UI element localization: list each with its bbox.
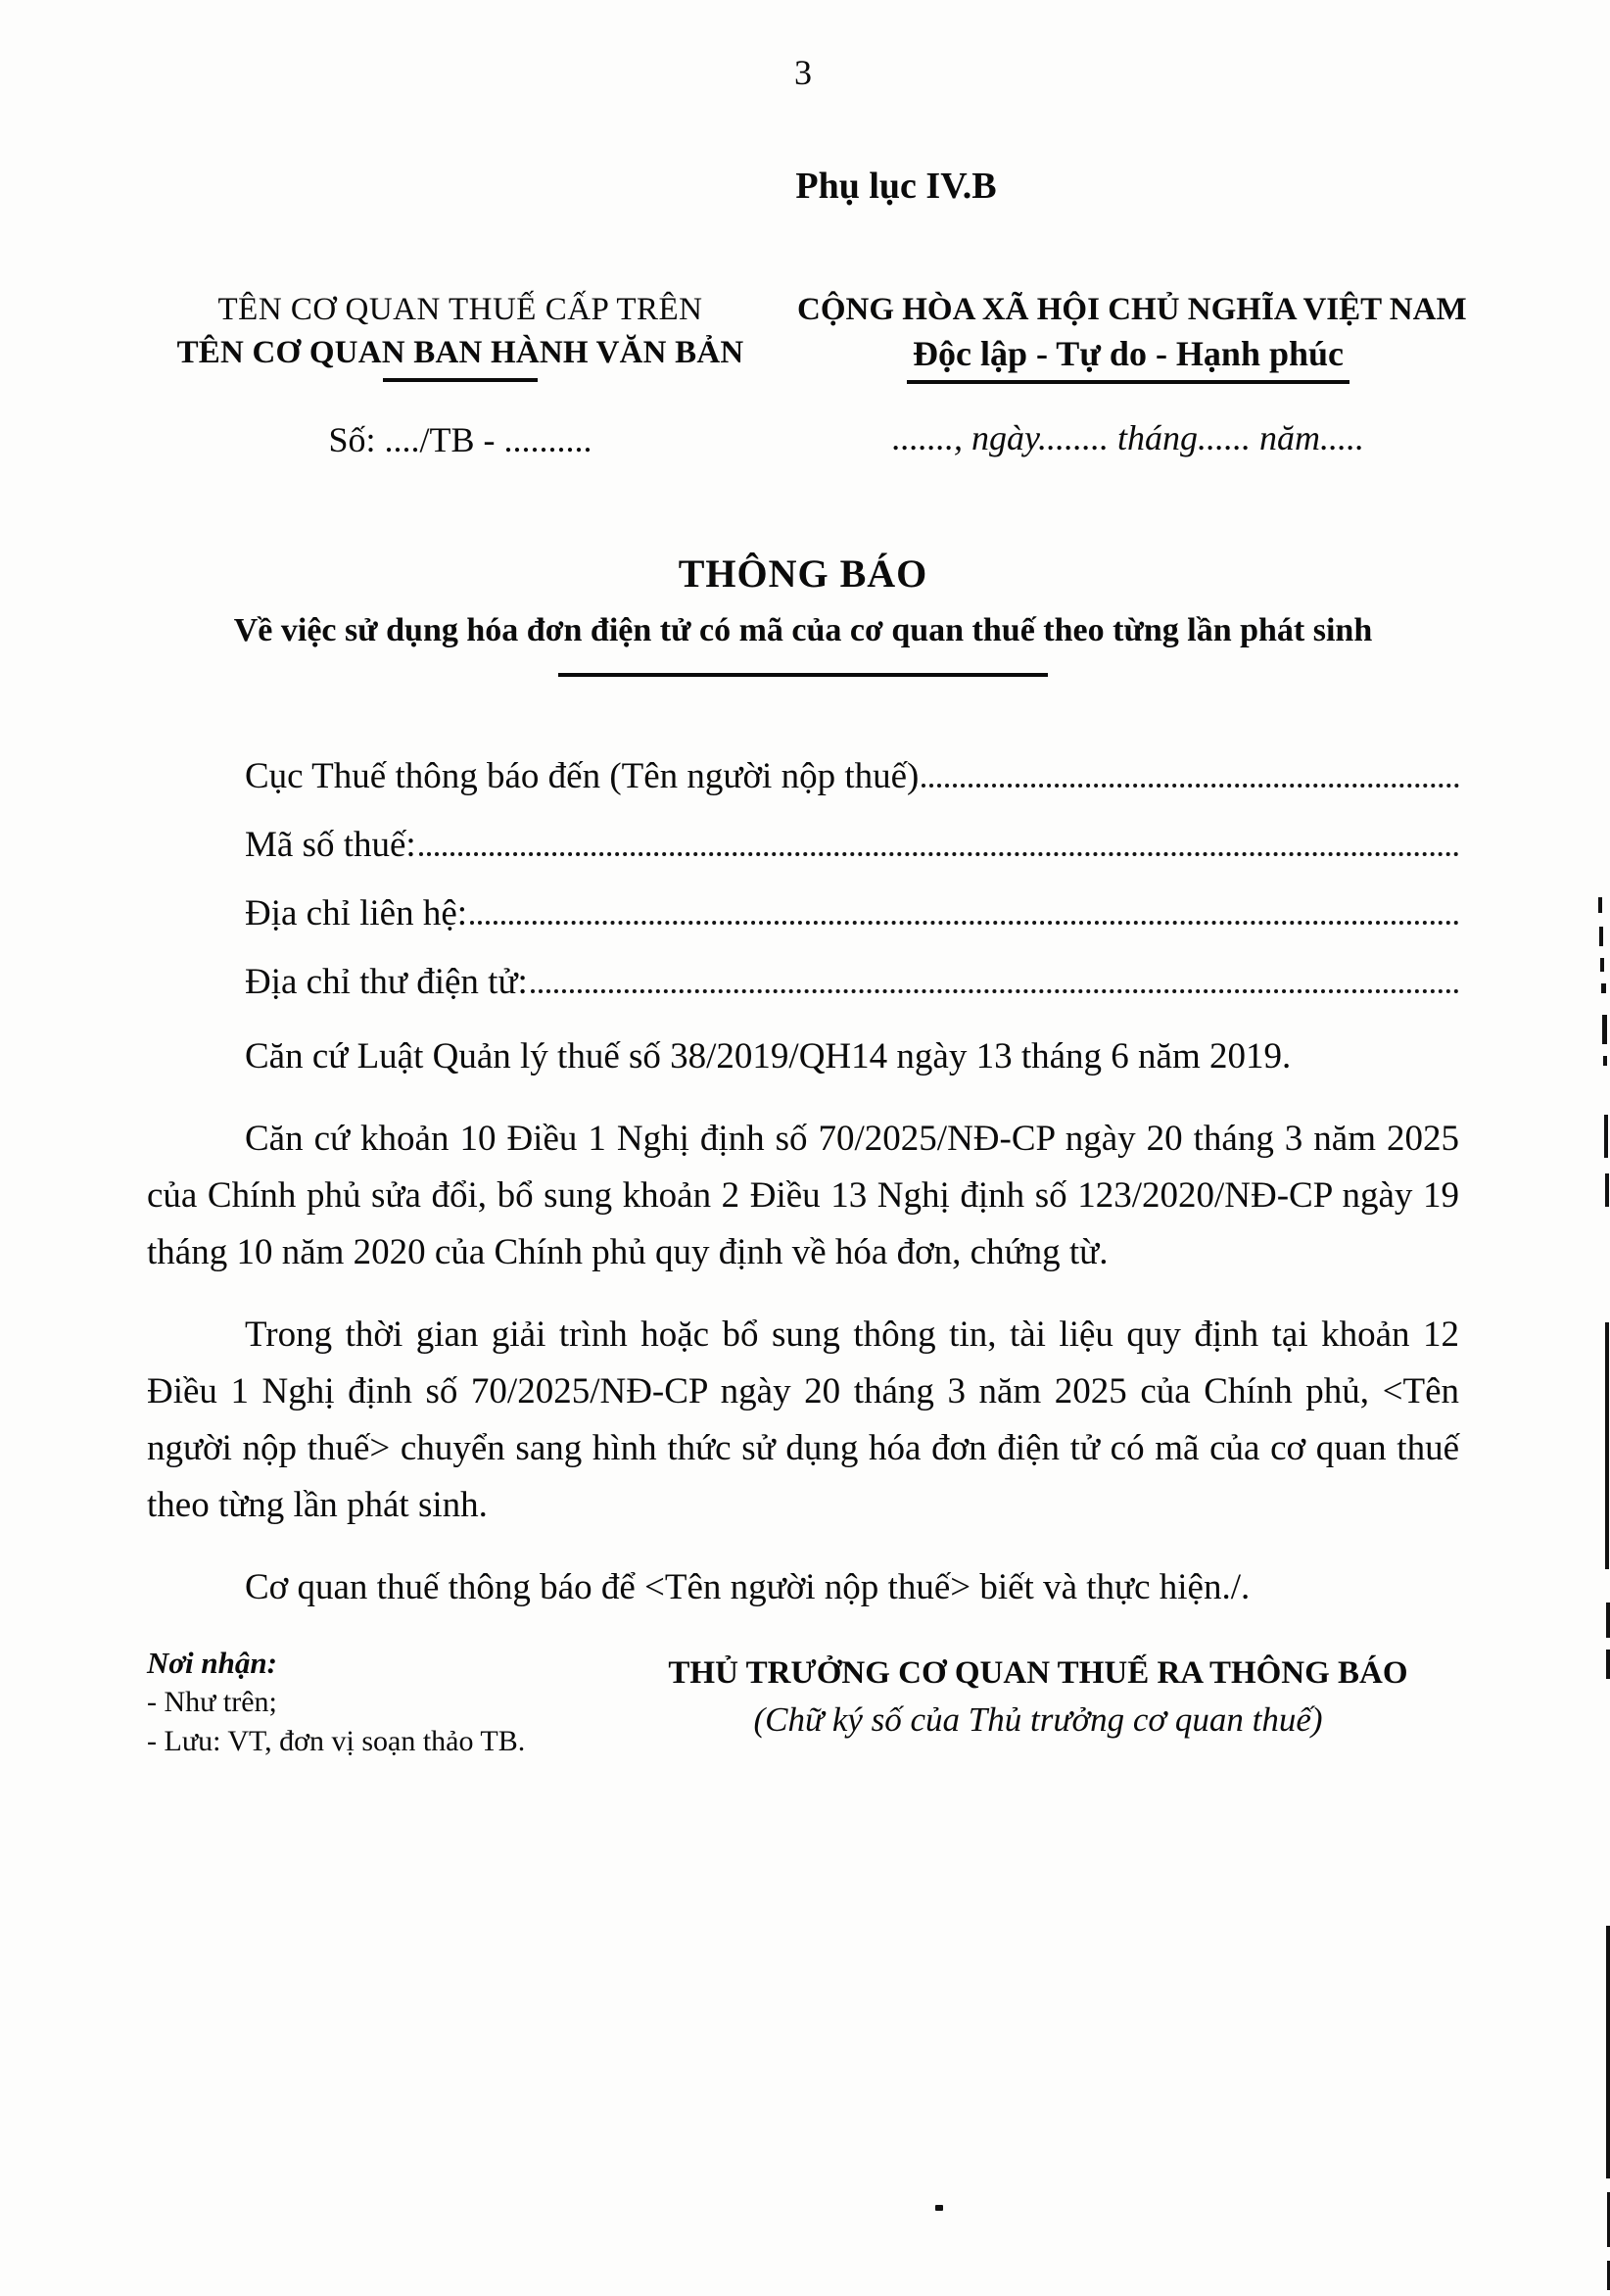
recipients-item: - Như trên;	[147, 1686, 277, 1718]
country-name: CỘNG HÒA XÃ HỘI CHỦ NGHĨA VIỆT NAM	[797, 292, 1467, 327]
dotted-leader	[470, 921, 1459, 925]
place-date-line: ......., ngày........ tháng...... năm.....	[892, 418, 1364, 457]
legal-basis-paragraph: Căn cứ Luật Quản lý thuế số 38/2019/QH14 ngày 13 tháng 6 năm 2019.	[245, 1036, 1292, 1076]
dotted-leader	[531, 989, 1459, 993]
scan-artifact	[1603, 1056, 1607, 1066]
contact-address-label: Địa chỉ liên hệ:	[245, 893, 468, 933]
recipient-line	[147, 755, 1459, 797]
national-motto: Độc lập - Tự do - Hạnh phúc	[797, 333, 1459, 384]
title-rule	[558, 673, 1048, 677]
email-line	[147, 961, 1459, 1003]
decree-basis-paragraph: Căn cứ khoản 10 Điều 1 Nghị định số 70/2025/NĐ-CP ngày 20 tháng 3 năm 2025 của Chính phủ sửa đổi, bổ sung khoản 2 Điều 13 Nghị định số 123/2020/NĐ-CP ngày 19 tháng 10 năm 2020 của Chính phủ quy định về hóa đơn, chứng từ.	[147, 1119, 1459, 1272]
document-body	[147, 755, 1459, 1616]
issuing-agency-name: TÊN CƠ QUAN BAN HÀNH VĂN BẢN	[176, 335, 744, 370]
recipients-label: Nơi nhận:	[147, 1646, 277, 1680]
signature-note: (Chữ ký số của Thủ trưởng cơ quan thuế)	[753, 1700, 1323, 1739]
notification-content-paragraph: Trong thời gian giải trình hoặc bổ sung thông tin, tài liệu quy định tại khoản 12 Điều 1 Nghị định số 70/2025/NĐ-CP ngày 20 tháng 3 năm 2025 của Chính phủ, <Tên người nộp thuế> chuyển sang hình thức sử dụng hóa đơn điện tử có mã của cơ quan thuế theo từng lần phát sinh.	[147, 1315, 1459, 1525]
email-label: Địa chỉ thư điện tử:	[245, 962, 528, 1002]
recipient-label: Cục Thuế thông báo đến (Tên người nộp thuế)	[245, 756, 920, 796]
issuing-agency-block	[147, 288, 774, 460]
scan-artifact	[1599, 927, 1603, 946]
document-number: Số: ..../TB - ..........	[328, 420, 592, 459]
tax-code-line	[147, 824, 1459, 866]
scan-artifact	[1601, 983, 1606, 993]
national-motto-block	[797, 288, 1467, 458]
tax-code-label: Mã số thuế:	[245, 825, 416, 865]
superior-tax-agency-name: TÊN CƠ QUAN THUẾ CẤP TRÊN	[217, 292, 703, 327]
dotted-leader	[922, 784, 1459, 788]
signature-block	[617, 1644, 1459, 1740]
document-subject: Về việc sử dụng hóa đơn điện tử có mã của cơ quan thuế theo từng lần phát sinh	[233, 612, 1373, 648]
contact-address-line	[147, 892, 1459, 934]
dotted-leader	[419, 852, 1459, 856]
scan-artifact	[1602, 1015, 1607, 1044]
agency-underline-rule	[383, 378, 538, 382]
scan-artifact	[1606, 1602, 1610, 1638]
scan-artifact	[1600, 958, 1604, 972]
document-title: THÔNG BÁO	[678, 551, 928, 596]
recipients-item: - Lưu: VT, đơn vị soạn thảo TB.	[147, 1725, 526, 1757]
scan-artifact	[1606, 1926, 1610, 2178]
scan-artifact	[1605, 1322, 1609, 1569]
closing-paragraph: Cơ quan thuế thông báo để <Tên người nộp thuế> biết và thực hiện./.	[245, 1567, 1251, 1607]
document-header	[147, 288, 1467, 460]
scan-artifact	[1604, 1115, 1608, 1158]
ink-speck	[935, 2205, 943, 2211]
scan-artifact	[1606, 1650, 1610, 1679]
scan-artifact	[1605, 1173, 1609, 1207]
recipients-block	[147, 1644, 568, 1761]
appendix-label: Phụ lục IV.B	[795, 166, 997, 207]
scan-artifact	[1598, 897, 1602, 913]
document-footer	[147, 1644, 1459, 1761]
page-number: 3	[794, 53, 812, 92]
signer-title: THỦ TRƯỞNG CƠ QUAN THUẾ RA THÔNG BÁO	[668, 1655, 1408, 1691]
